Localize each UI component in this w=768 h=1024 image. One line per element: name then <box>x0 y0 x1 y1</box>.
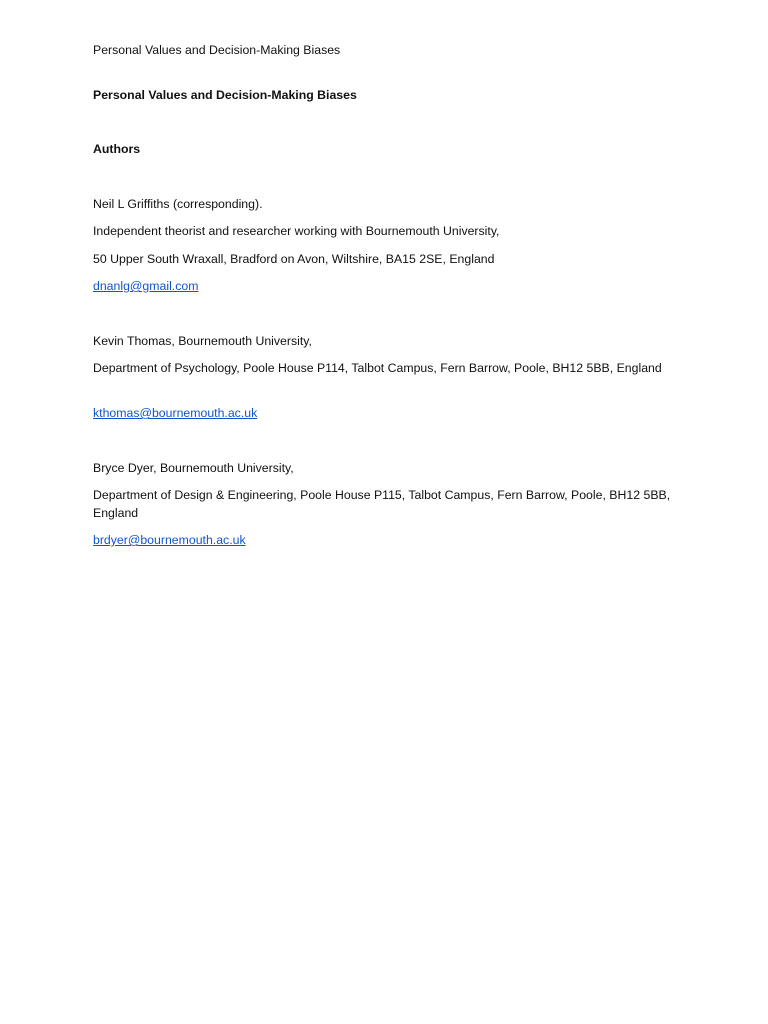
document-title: Personal Values and Decision-Making Biases <box>93 88 357 102</box>
author-name-line: Bryce Dyer, Bournemouth University, <box>93 461 294 475</box>
author-email-link[interactable]: brdyer@bournemouth.ac.uk <box>93 533 246 547</box>
author-name-line: Kevin Thomas, Bournemouth University, <box>93 334 312 348</box>
author-address-line: Department of Design & Engineering, Poole House P115, Talbot Campus, Fern Barrow, Poole, BH12 5BB, England <box>93 488 671 520</box>
author-address-line: 50 Upper South Wraxall, Bradford on Avon, Wiltshire, BA15 2SE, England <box>93 252 495 266</box>
author-affiliation-line: Independent theorist and researcher working with Bournemouth University, <box>93 224 500 238</box>
author-email-link[interactable]: kthomas@bournemouth.ac.uk <box>93 406 258 420</box>
author-email-link[interactable]: dnanlg@gmail.com <box>93 279 199 293</box>
author-name-line: Neil L Griffiths (corresponding). <box>93 197 263 211</box>
running-header: Personal Values and Decision-Making Biases <box>93 43 341 57</box>
authors-heading: Authors <box>93 142 141 156</box>
author-address-line: Department of Psychology, Poole House P114, Talbot Campus, Fern Barrow, Poole, BH12 5BB, England <box>93 361 662 375</box>
